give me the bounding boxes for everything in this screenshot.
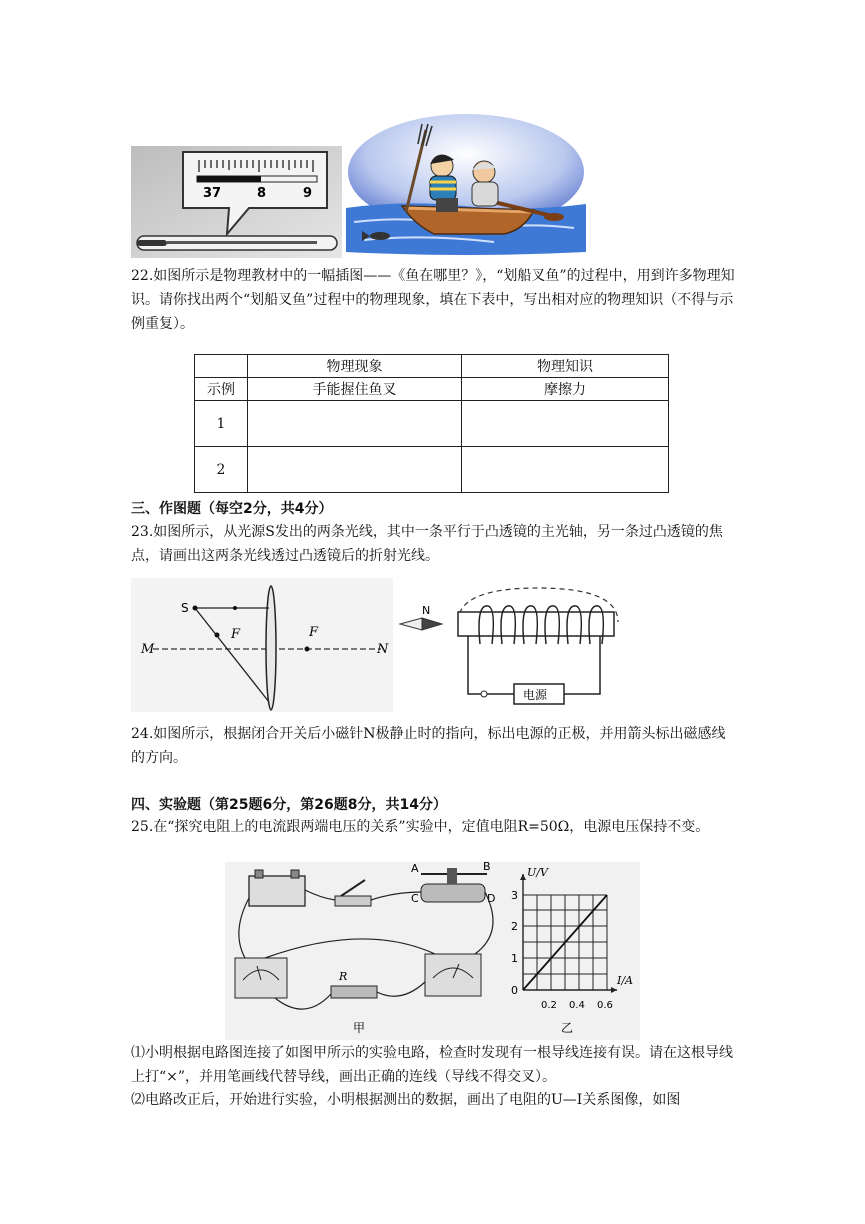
table-cell: 手能握住鱼叉 [248, 378, 462, 401]
focus-label-right: F [309, 625, 319, 640]
axis-label-m: M [141, 642, 155, 657]
source-label-s: S [181, 601, 189, 615]
resistor-label-r: R [339, 970, 348, 983]
table-cell: 摩擦力 [462, 378, 669, 401]
table-row [195, 447, 669, 493]
table-header-row [195, 355, 669, 378]
answer-cell[interactable] [248, 447, 462, 493]
answer-cell[interactable] [462, 447, 669, 493]
table-cell: 2 [195, 447, 248, 493]
graph-xtick: 0.2 [541, 1000, 557, 1011]
section-4-title: 四、实验题（第25题6分，第26题8分，共14分） [131, 797, 447, 813]
graph-xtick: 0.4 [569, 1000, 585, 1011]
needle-label-n: N [422, 604, 431, 617]
terminal-label-d: D [487, 892, 496, 905]
graph-ytick: 1 [511, 952, 518, 965]
table-cell: 1 [195, 401, 248, 447]
question-25-part-2: ⑵电路改正后，开始进行实验，小明根据测出的数据，画出了电阻的U—I关系图像，如图 [131, 1092, 681, 1108]
graph-origin: 0 [511, 984, 518, 997]
physics-knowledge-table [194, 354, 669, 493]
question-22-text: 22.如图所示是物理教材中的一幅插图——《鱼在哪里？》，“划船叉鱼”的过程中，用到许多物理知识。请你找出两个“划船叉鱼”过程中的物理现象，填在下表中，写出相对应的物理知识（不得与示例重复）。 [131, 268, 735, 332]
solenoid-figure [396, 584, 626, 712]
graph-xtick: 0.6 [597, 1000, 613, 1011]
lens-figure [131, 578, 393, 712]
terminal-label-b: B [483, 862, 491, 873]
answer-cell[interactable] [462, 401, 669, 447]
terminal-label-a: A [411, 862, 419, 875]
thermo-tick-8: 8 [257, 186, 267, 201]
graph-ytick: 3 [511, 889, 518, 902]
focus-label-left: F [231, 627, 241, 642]
caption-jia: 甲 [353, 1021, 366, 1035]
boat-fishing-figure [344, 112, 589, 258]
section-3-title: 三、作图题（每空2分，共4分） [131, 501, 333, 517]
table-header-cell: 物理现象 [248, 355, 462, 378]
graph-ylabel: U/V [527, 866, 548, 879]
table-header-cell: 物理知识 [462, 355, 669, 378]
thermo-tick-9: 9 [303, 186, 313, 201]
graph-xlabel: I/A [617, 974, 633, 987]
power-source-label: 电源 [523, 688, 548, 702]
caption-yi: 乙 [561, 1021, 574, 1035]
table-cell: 示例 [195, 378, 248, 401]
thermo-tick-37: 37 [203, 186, 222, 201]
question-23-text: 23.如图所示，从光源S发出的两条光线，其中一条平行于凸透镜的主光轴，另一条过凸透镜的焦点，请画出这两条光线透过凸透镜后的折射光线。 [131, 524, 723, 564]
answer-cell[interactable] [248, 401, 462, 447]
terminal-label-c: C [411, 892, 419, 905]
question-25-part-1: ⑴小明根据电路图连接了如图甲所示的实验电路，检查时发现有一根导线连接有误。请在这根导线上打“×”，并用笔画线代替导线，画出正确的连线（导线不得交叉）。 [131, 1045, 733, 1085]
circuit-figure [225, 862, 640, 1040]
question-25-text: 25.在“探究电阻上的电流跟两端电压的关系”实验中，定值电阻R=50Ω，电源电压保持不变。 [131, 819, 710, 835]
table-header-cell [195, 355, 248, 378]
table-row [195, 378, 669, 401]
table-row [195, 401, 669, 447]
graph-ytick: 2 [511, 920, 518, 933]
question-24-text: 24.如图所示，根据闭合开关后小磁针N极静止时的指向，标出电源的正极，并用箭头标出磁感线的方向。 [131, 726, 726, 766]
thermometer-figure [131, 146, 342, 258]
axis-label-n: N [377, 642, 389, 657]
